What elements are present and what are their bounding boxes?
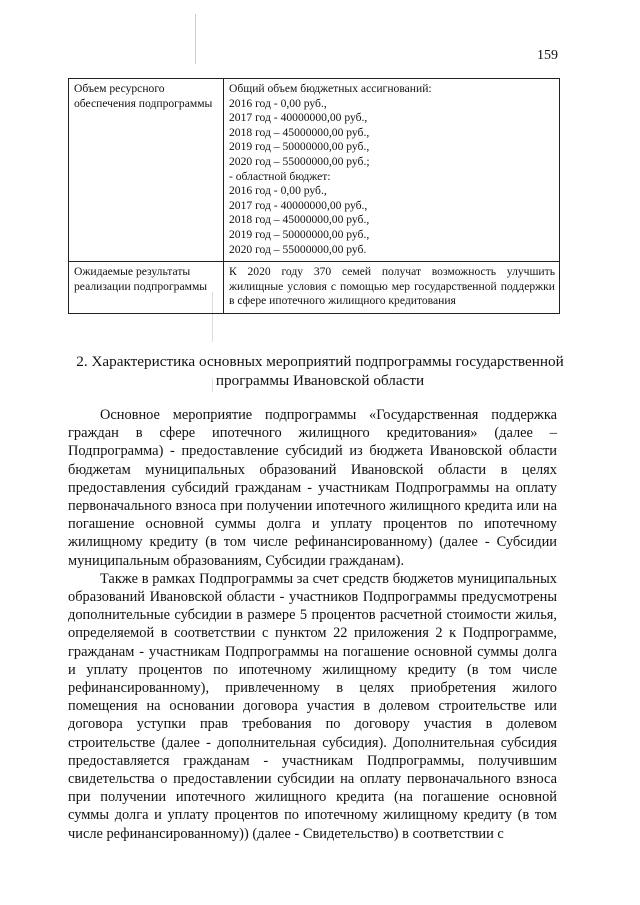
funding-line: 2017 год - 40000000,00 руб., xyxy=(229,111,368,125)
funding-line: - областной бюджет: xyxy=(229,169,331,183)
body-text xyxy=(68,406,557,843)
funding-line: 2018 год – 45000000,00 руб., xyxy=(229,213,370,227)
subprogram-passport-table xyxy=(68,78,560,314)
table-cell-label: Объем ресурсного обеспечения подпрограммы xyxy=(69,79,224,262)
funding-line: 2016 год - 0,00 руб., xyxy=(229,184,327,198)
funding-line: 2019 год – 50000000,00 руб., xyxy=(229,140,370,154)
table-cell-label: Ожидаемые результаты реализации подпрограммы xyxy=(69,262,224,314)
paragraph: Основное мероприятие подпрограммы «Государственная поддержка граждан в сфере ипотечного жилищного кредитования» (далее – Подпрограмма) - предоставление субсидий из бюджета Ивановской области бюджетам муниципальных образований Ивановской области в целях предоставления субсидий гражданам - участникам Подпрограммы на оплату первоначального взноса при получении ипотечного жилищного кредита или на погашение основной суммы долга и уплату процентов по ипотечному жилищному кредиту (в том числе рефинансированному) (далее - Субсидии муниципальным образованиям, Субсидии гражданам). xyxy=(68,407,557,569)
table-cell-results: К 2020 году 370 семей получат возможность улучшить жилищные условия с помощью мер государственной поддержки в сфере ипотечного жилищного кредитования xyxy=(224,262,560,314)
funding-line: Общий объем бюджетных ассигнований: xyxy=(229,82,432,95)
page-number: 159 xyxy=(537,48,558,63)
funding-line: 2018 год – 45000000,00 руб., xyxy=(229,125,370,139)
table-cell-funding xyxy=(224,79,560,262)
paragraph: Также в рамках Подпрограммы за счет средств бюджетов муниципальных образований Ивановской области - участников Подпрограммы предусмотрены дополнительные субсидии в размере 5 процентов расчетной стоимости жилья, определяемой в соответствии с пунктом 22 приложения 2 к Подпрограмме, гражданам - участникам Подпрограммы на погашение основной суммы долга и уплату процентов по ипотечному жилищному кредиту (в том числе рефинансированному), привлеченному в целях приобретения жилого помещения на основании договора участия в долевом строительстве или договора уступки прав требования по договору участия в долевом строительстве (далее - дополнительная субсидия). Дополнительная субсидия предоставляется гражданам - участникам Подпрограммы, получившим свидетельства о предоставлении субсидии на оплату первоначального взноса при получении ипотечного жилищного кредита (на погашение основной суммы долга и уплату процентов по ипотечному жилищному кредиту (в том числе рефинансированному)) (далее - Свидетельство) в соответствии с xyxy=(68,570,557,842)
funding-line: 2020 год – 55000000,00 руб.; xyxy=(229,154,370,168)
section-title: 2. Характеристика основных мероприятий подпрограммы государственной программы Ивановской области xyxy=(76,353,564,389)
funding-line: 2020 год – 55000000,00 руб. xyxy=(229,242,367,256)
funding-line: 2016 год - 0,00 руб., xyxy=(229,96,327,110)
table-row-results xyxy=(69,262,560,314)
table-row-resources xyxy=(69,79,560,262)
funding-line: 2019 год – 50000000,00 руб., xyxy=(229,227,370,241)
scan-artifact-line-top xyxy=(195,14,196,64)
funding-line: 2017 год - 40000000,00 руб., xyxy=(229,198,368,212)
